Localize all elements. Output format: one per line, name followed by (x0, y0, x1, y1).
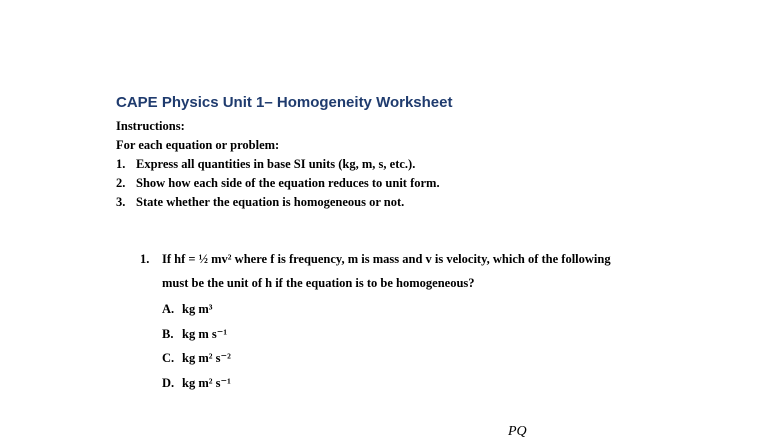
instruction-step (116, 176, 440, 191)
answer-option-d[interactable] (162, 375, 231, 391)
instruction-step (116, 195, 404, 210)
option-letter: C. (162, 351, 175, 365)
option-letter: B. (162, 327, 174, 341)
answer-option-b[interactable] (162, 326, 227, 342)
option-text: kg m³ (182, 302, 213, 316)
page-title: CAPE Physics Unit 1– Homogeneity Worksheet (116, 94, 453, 111)
step-text: Express all quantities in base SI units (kg, m, s, etc.). (136, 157, 416, 171)
step-number: 3. (116, 195, 126, 209)
answer-option-c[interactable] (162, 350, 231, 366)
instructions-heading: Instructions: (116, 119, 185, 133)
question-text: If hf = ½ mv² where f is frequency, m is mass and v is velocity, which of the following (162, 252, 611, 266)
step-number: 2. (116, 176, 126, 190)
option-letter: D. (162, 376, 175, 390)
option-text: kg m² s⁻² (182, 351, 231, 365)
question-2-fraction-numerator: PQ (508, 424, 527, 439)
option-text: kg m s⁻¹ (182, 327, 228, 341)
step-text: Show how each side of the equation reduces to unit form. (136, 176, 440, 190)
step-text: State whether the equation is homogeneous or not. (136, 195, 405, 209)
instructions-subheading: For each equation or problem: (116, 138, 280, 152)
question-1-line-2: must be the unit of h if the equation is to be homogeneous? (162, 276, 475, 290)
instruction-step (116, 157, 415, 172)
option-letter: A. (162, 302, 175, 316)
option-text: kg m² s⁻¹ (182, 376, 231, 390)
step-number: 1. (116, 157, 126, 171)
question-number: 1. (140, 252, 150, 266)
question-1-line-1 (140, 252, 611, 267)
answer-option-a[interactable] (162, 302, 213, 317)
